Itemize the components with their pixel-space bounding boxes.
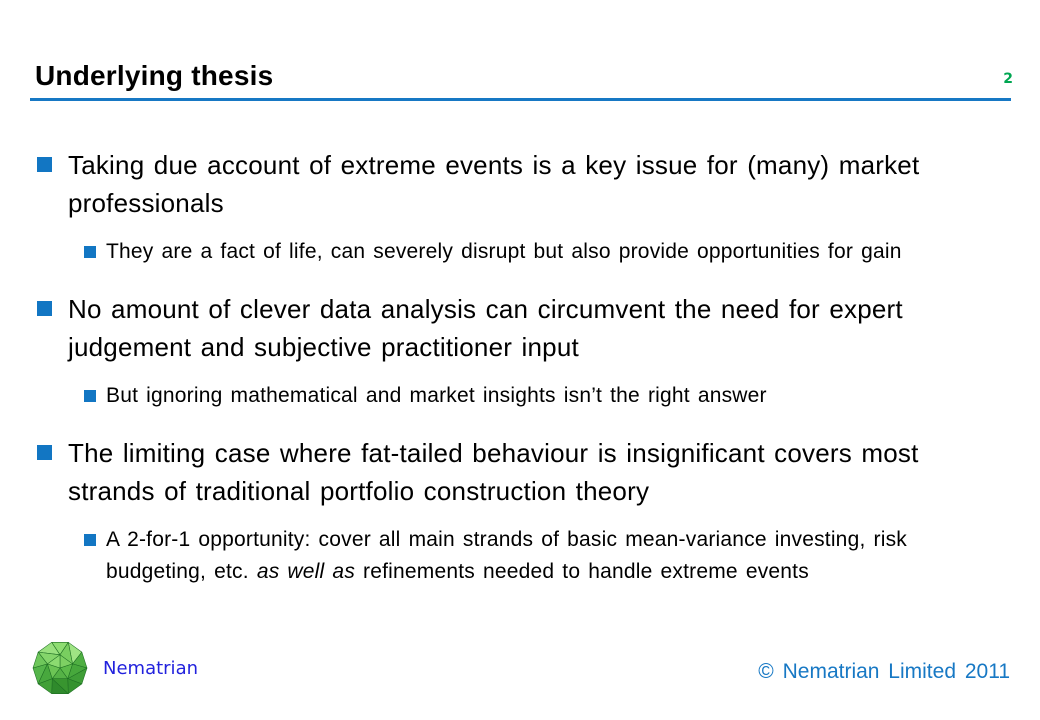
title-divider (30, 98, 1011, 101)
bullet-item-1 (37, 146, 1020, 222)
sub-bullet-text-segment: A 2-for-1 opportunity: cover all main strands of basic mean-variance investing, risk budgeting, etc. (106, 528, 907, 583)
copyright-notice: © Nematrian Limited 2011 (758, 660, 1010, 683)
bullet-square-icon (37, 301, 52, 316)
slide-title: Underlying thesis (35, 60, 274, 91)
sub-bullet-text-italic: as well as (256, 560, 356, 583)
sub-bullet-text (106, 524, 966, 588)
bullet-list (37, 146, 1020, 610)
logo-wordmark: Nematrian (103, 658, 199, 679)
page-number: 2 (1003, 71, 1013, 87)
bullet-text: Taking due account of extreme events is a key issue for (many) market professionals (68, 150, 920, 218)
sub-bullet-text: They are a fact of life, can severely disrupt but also provide opportunities for gain (106, 240, 902, 263)
bullet-text: No amount of clever data analysis can circumvent the need for expert judgement and subjective practitioner input (68, 294, 903, 362)
bullet-square-icon (37, 157, 52, 172)
sub-bullet-text-segment: refinements needed to handle extreme events (355, 560, 809, 583)
sub-bullet-item-2 (84, 380, 1020, 412)
bullet-square-icon (37, 445, 52, 460)
bullet-square-icon (84, 534, 96, 546)
nematrian-logo-icon (30, 638, 90, 698)
sub-bullet-item-3 (84, 524, 1020, 588)
bullet-square-icon (84, 390, 96, 402)
sub-bullet-item-1 (84, 236, 1020, 268)
bullet-item-3 (37, 434, 1020, 510)
bullet-square-icon (84, 246, 96, 258)
bullet-text: The limiting case where fat-tailed behaviour is insignificant covers most strands of traditional portfolio construction theory (68, 438, 919, 506)
bullet-item-2 (37, 290, 1020, 366)
sub-bullet-text: But ignoring mathematical and market insights isn’t the right answer (106, 384, 767, 407)
